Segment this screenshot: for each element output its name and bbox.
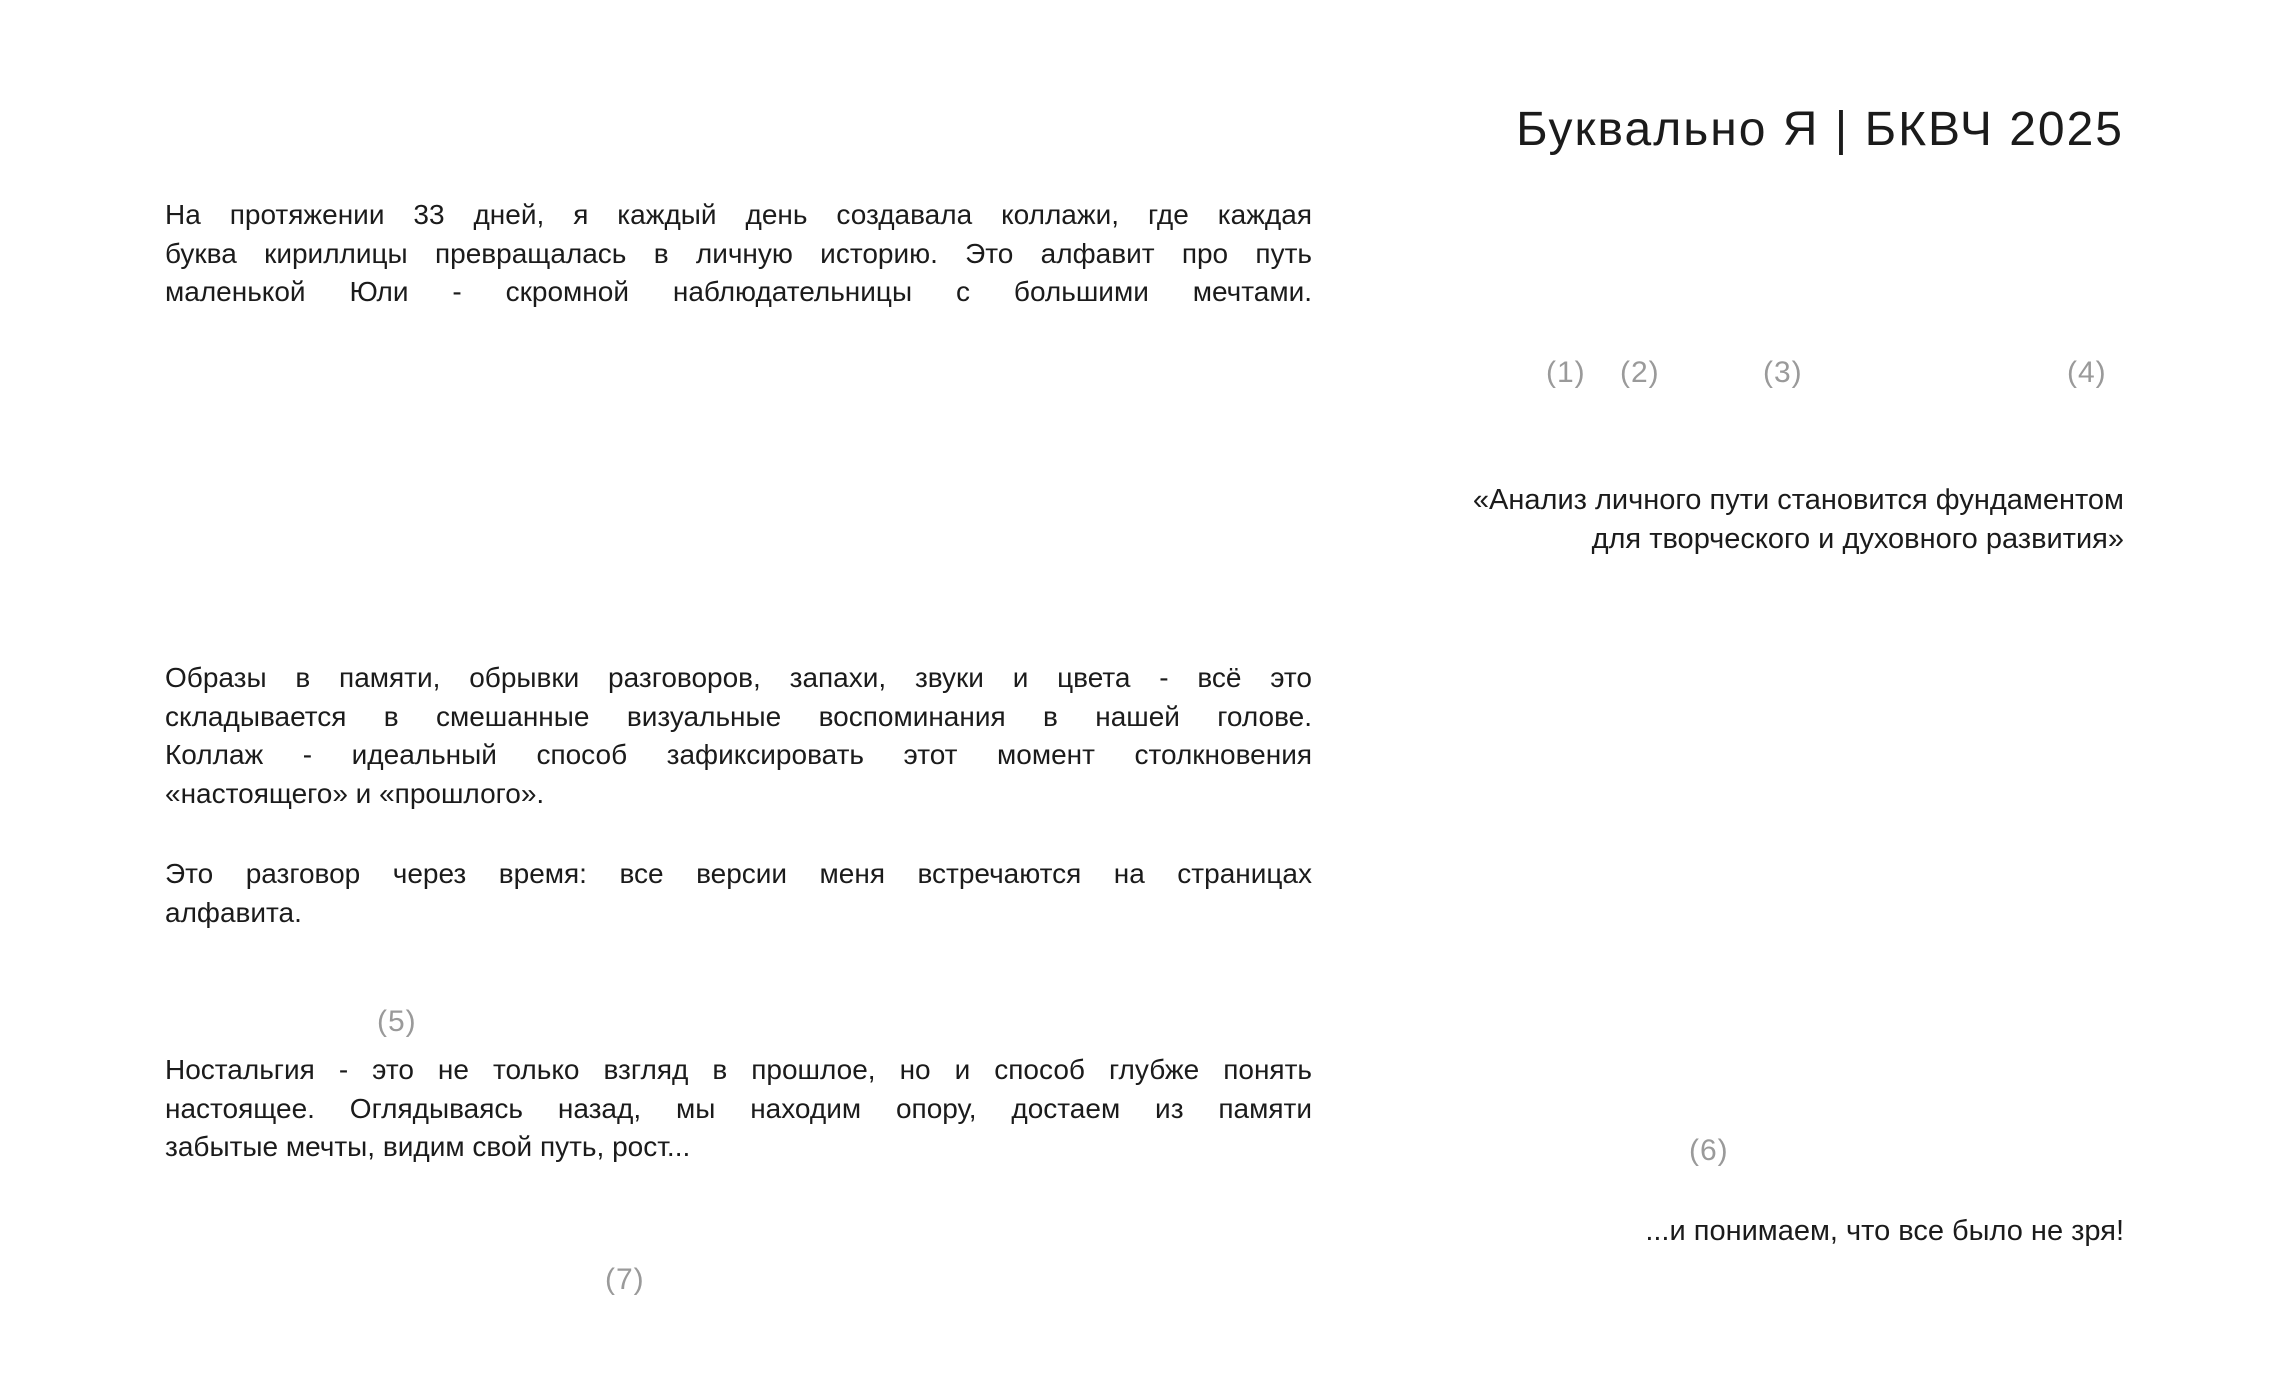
- figure-marker-3: (3): [1763, 356, 1803, 389]
- text-line: На протяжении 33 дней, я каждый день создавала коллажи, где каждая: [165, 199, 1312, 230]
- figure-marker-7: (7): [605, 1263, 645, 1296]
- paragraph-dialogue: [165, 855, 1312, 932]
- text-line: складывается в смешанные визуальные воспоминания в нашей голове.: [165, 700, 1312, 732]
- text-line: настоящее. Оглядываясь назад, мы находим опору, достаем из памяти: [165, 1092, 1312, 1124]
- text-line: Образы в памяти, обрывки разговоров, запахи, звуки и цвета - всё это: [165, 662, 1312, 693]
- text-line: «Анализ личного пути становится фундаментом: [1472, 484, 2124, 516]
- closing-line: ...и понимаем, что все было не зря!: [1645, 1215, 2124, 1247]
- paragraph-intro: [165, 196, 1312, 312]
- paragraph-memory: [165, 659, 1312, 813]
- figure-marker-5: (5): [377, 1005, 417, 1038]
- text-line: «настоящего» и «прошлого».: [165, 777, 545, 809]
- text-line: для творческого и духовного развития»: [1591, 523, 2124, 555]
- figure-marker-1: (1): [1546, 356, 1586, 389]
- text-line: маленькой Юли - скромной наблюдательницы с большими мечтами.: [165, 276, 1312, 307]
- figure-marker-6: (6): [1689, 1134, 1729, 1167]
- pull-quote: [1304, 481, 2124, 559]
- figure-marker-4: (4): [2067, 356, 2107, 389]
- text-line: забытые мечты, видим свой путь, рост...: [165, 1131, 691, 1162]
- text-line: буква кириллицы превращалась в личную историю. Это алфавит про путь: [165, 237, 1312, 269]
- text-line: Коллаж - идеальный способ зафиксировать этот момент столкновения: [165, 739, 1312, 770]
- figure-marker-2: (2): [1620, 356, 1660, 389]
- text-line: Это разговор через время: все версии меня встречаются на страницах: [165, 858, 1312, 889]
- paragraph-nostalgia: [165, 1051, 1312, 1167]
- text-line: Ностальгия - это не только взгляд в прошлое, но и способ глубже понять: [165, 1054, 1312, 1085]
- page-title: Буквально Я | БКВЧ 2025: [1516, 103, 2124, 157]
- text-line: алфавита.: [165, 896, 302, 928]
